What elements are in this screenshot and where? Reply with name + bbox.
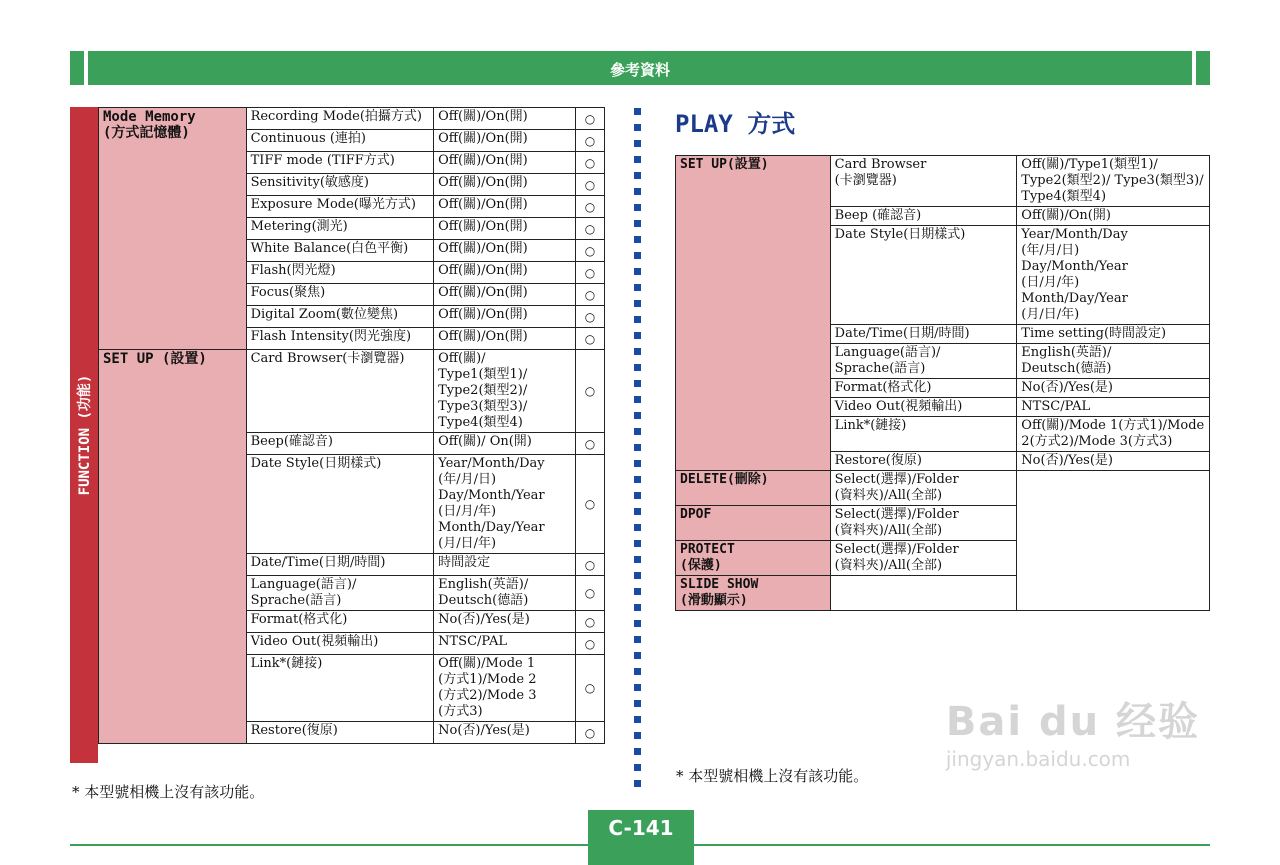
setting-value: Off(關)/On(開): [1017, 207, 1210, 226]
divider-dot: [634, 492, 641, 499]
divider-dot: [634, 732, 641, 739]
setting-value: Off(關)/On(開): [434, 174, 576, 196]
setting-name: Language(語言)/ Sprache(語言): [830, 344, 1017, 379]
divider-dot: [634, 332, 641, 339]
page-section-title: 參考資料: [609, 61, 670, 79]
divider-dot: [634, 764, 641, 771]
mode-memory-mark: ○: [576, 130, 605, 152]
divider-dot: [634, 284, 641, 291]
right-footnote: * 本型號相機上沒有該功能。: [676, 767, 869, 785]
divider-dot: [634, 620, 641, 627]
setting-value: No(否)/Yes(是): [434, 611, 576, 633]
setting-name: Select(選擇)/Folder (資料夾)/All(全部): [830, 506, 1017, 541]
watermark-url: jingyan.baidu.com: [945, 747, 1131, 771]
setting-name: Restore(復原): [246, 722, 434, 744]
setting-name: Date Style(日期樣式): [830, 226, 1017, 325]
setting-value: NTSC/PAL: [1017, 398, 1210, 417]
setting-name: Date/Time(日期/時間): [830, 325, 1017, 344]
group-label: SLIDE SHOW (滑動顯示): [676, 576, 831, 611]
setting-value: Year/Month/Day (年/月/日) Day/Month/Year (日/月/年) Month/Day/Year (月/日/年): [434, 455, 576, 554]
divider-dot: [634, 300, 641, 307]
divider-dot: [634, 476, 641, 483]
mode-memory-mark: ○: [576, 152, 605, 174]
setting-name: Language(語言)/ Sprache(語言): [246, 576, 434, 611]
mode-memory-mark: ○: [576, 576, 605, 611]
setting-name: Format(格式化): [246, 611, 434, 633]
group-label: SET UP (設置): [99, 350, 247, 744]
mode-memory-mark: ○: [576, 633, 605, 655]
table-row: [99, 108, 605, 130]
mode-memory-mark: ○: [576, 306, 605, 328]
setting-value: Off(關)/On(開): [434, 130, 576, 152]
divider-dot: [634, 396, 641, 403]
table-row: [99, 350, 605, 433]
setting-value: No(否)/Yes(是): [434, 722, 576, 744]
divider-dot: [634, 524, 641, 531]
left-footnote: * 本型號相機上沒有該功能。: [72, 783, 265, 801]
setting-value: Off(關)/On(開): [434, 328, 576, 350]
divider-dot: [634, 108, 641, 115]
divider-dot: [634, 236, 641, 243]
mode-memory-mark: ○: [576, 196, 605, 218]
mode-memory-mark: ○: [576, 722, 605, 744]
divider-dot: [634, 188, 641, 195]
setting-name: Link*(鏈接): [246, 655, 434, 722]
setting-name: Link*(鏈接): [830, 417, 1017, 452]
setting-name: Metering(測光): [246, 218, 434, 240]
mode-memory-mark: ○: [576, 433, 605, 455]
setting-name: Restore(復原): [830, 452, 1017, 471]
divider-dot: [634, 684, 641, 691]
header-bar: [70, 51, 1210, 85]
divider-dot: [634, 204, 641, 211]
page-number-tab: [588, 846, 694, 865]
mode-memory-mark: ○: [576, 240, 605, 262]
setting-value: Off(關)/On(開): [434, 218, 576, 240]
divider-dot: [634, 268, 641, 275]
setting-name: Select(選擇)/Folder (資料夾)/All(全部): [830, 471, 1017, 506]
group-label: DPOF: [676, 506, 831, 541]
divider-dot: [634, 412, 641, 419]
setting-name: Format(格式化): [830, 379, 1017, 398]
divider-dot: [634, 348, 641, 355]
divider-dot: [634, 668, 641, 675]
setting-name: Beep (確認音): [830, 207, 1017, 226]
mode-memory-mark: ○: [576, 328, 605, 350]
divider-dot: [634, 780, 641, 787]
setting-value: Off(關)/On(開): [434, 152, 576, 174]
setting-value: 時間設定: [434, 554, 576, 576]
setting-name: Date Style(日期樣式): [246, 455, 434, 554]
function-table: [70, 107, 605, 763]
setting-value: NTSC/PAL: [434, 633, 576, 655]
setting-name: White Balance(白色平衡): [246, 240, 434, 262]
setting-name: Digital Zoom(數位變焦): [246, 306, 434, 328]
setting-value: Off(關)/Mode 1(方式1)/Mode 2(方式2)/Mode 3(方式3): [1017, 417, 1210, 452]
setting-name: Beep(確認音): [246, 433, 434, 455]
divider-dot: [634, 140, 641, 147]
play-settings-table: [675, 155, 1210, 611]
function-settings-table: [98, 107, 605, 744]
divider-dot: [634, 124, 641, 131]
setting-value: Time setting(時間設定): [1017, 325, 1210, 344]
setting-value: Off(關)/On(開): [434, 306, 576, 328]
divider-dot: [634, 316, 641, 323]
divider-dot: [634, 380, 641, 387]
divider-dot: [634, 556, 641, 563]
divider-dot: [634, 540, 641, 547]
divider-dot: [634, 220, 641, 227]
setting-value: Year/Month/Day (年/月/日) Day/Month/Year (日/月/年) Month/Day/Year (月/日/年): [1017, 226, 1210, 325]
watermark-brand: Bai du 经验: [945, 699, 1200, 745]
divider-dot: [634, 700, 641, 707]
table-row: [676, 471, 1210, 506]
divider-dot: [634, 156, 641, 163]
column-divider-dots: [634, 108, 642, 796]
divider-dot: [634, 572, 641, 579]
setting-value: Off(關)/ Type1(類型1)/ Type2(類型2)/ Type3(類型3)/ Type4(類型4): [434, 350, 576, 433]
divider-dot: [634, 364, 641, 371]
mode-memory-mark: ○: [576, 554, 605, 576]
setting-value: Off(關)/ On(開): [434, 433, 576, 455]
divider-dot: [634, 460, 641, 467]
setting-name: Exposure Mode(曝光方式): [246, 196, 434, 218]
play-mode-title: PLAY 方式: [675, 110, 796, 138]
setting-name: Select(選擇)/Folder (資料夾)/All(全部): [830, 541, 1017, 576]
mode-memory-mark: ○: [576, 350, 605, 433]
divider-dot: [634, 428, 641, 435]
setting-name: Flash Intensity(閃光強度): [246, 328, 434, 350]
mode-memory-mark: ○: [576, 174, 605, 196]
page-number: C-141: [588, 810, 694, 846]
mode-memory-mark: ○: [576, 455, 605, 554]
setting-name: Flash(閃光燈): [246, 262, 434, 284]
setting-name: Video Out(視頻輸出): [830, 398, 1017, 417]
divider-dot: [634, 604, 641, 611]
setting-name: TIFF mode (TIFF方式): [246, 152, 434, 174]
group-label: DELETE(刪除): [676, 471, 831, 506]
setting-value: Off(關)/On(開): [434, 108, 576, 130]
setting-name: Card Browser(卡瀏覽器): [246, 350, 434, 433]
group-label: Mode Memory (方式記憶體): [99, 108, 247, 350]
setting-value: No(否)/Yes(是): [1017, 379, 1210, 398]
setting-value: No(否)/Yes(是): [1017, 452, 1210, 471]
divider-dot: [634, 652, 641, 659]
setting-value: Off(關)/Mode 1 (方式1)/Mode 2 (方式2)/Mode 3 (方式3): [434, 655, 576, 722]
setting-value: English(英語)/ Deutsch(德語): [434, 576, 576, 611]
function-side-label: FUNCTION (功能): [77, 374, 93, 496]
watermark: [946, 690, 1200, 771]
setting-name: Date/Time(日期/時間): [246, 554, 434, 576]
group-label: SET UP(設置): [676, 156, 831, 471]
setting-value: Off(關)/On(開): [434, 262, 576, 284]
setting-value-empty: [1017, 471, 1210, 611]
divider-dot: [634, 252, 641, 259]
setting-name: [830, 576, 1017, 611]
mode-memory-mark: ○: [576, 108, 605, 130]
setting-value: Off(關)/Type1(類型1)/ Type2(類型2)/ Type3(類型3)/ Type4(類型4): [1017, 156, 1210, 207]
group-label: PROTECT (保護): [676, 541, 831, 576]
mode-memory-mark: ○: [576, 655, 605, 722]
divider-dot: [634, 588, 641, 595]
setting-value: Off(關)/On(開): [434, 196, 576, 218]
mode-memory-mark: ○: [576, 611, 605, 633]
setting-value: Off(關)/On(開): [434, 284, 576, 306]
table-row: [676, 156, 1210, 207]
divider-dot: [634, 508, 641, 515]
divider-dot: [634, 748, 641, 755]
setting-value: English(英語)/ Deutsch(德語): [1017, 344, 1210, 379]
divider-dot: [634, 172, 641, 179]
mode-memory-mark: ○: [576, 262, 605, 284]
mode-memory-mark: ○: [576, 218, 605, 240]
setting-name: Continuous (連拍): [246, 130, 434, 152]
setting-name: Card Browser (卡瀏覽器): [830, 156, 1017, 207]
setting-name: Recording Mode(拍攝方式): [246, 108, 434, 130]
divider-dot: [634, 716, 641, 723]
setting-value: Off(關)/On(開): [434, 240, 576, 262]
function-side-bar: [70, 107, 98, 763]
divider-dot: [634, 636, 641, 643]
divider-dot: [634, 444, 641, 451]
setting-name: Video Out(視頻輸出): [246, 633, 434, 655]
mode-memory-mark: ○: [576, 284, 605, 306]
setting-name: Focus(聚焦): [246, 284, 434, 306]
setting-name: Sensitivity(敏感度): [246, 174, 434, 196]
